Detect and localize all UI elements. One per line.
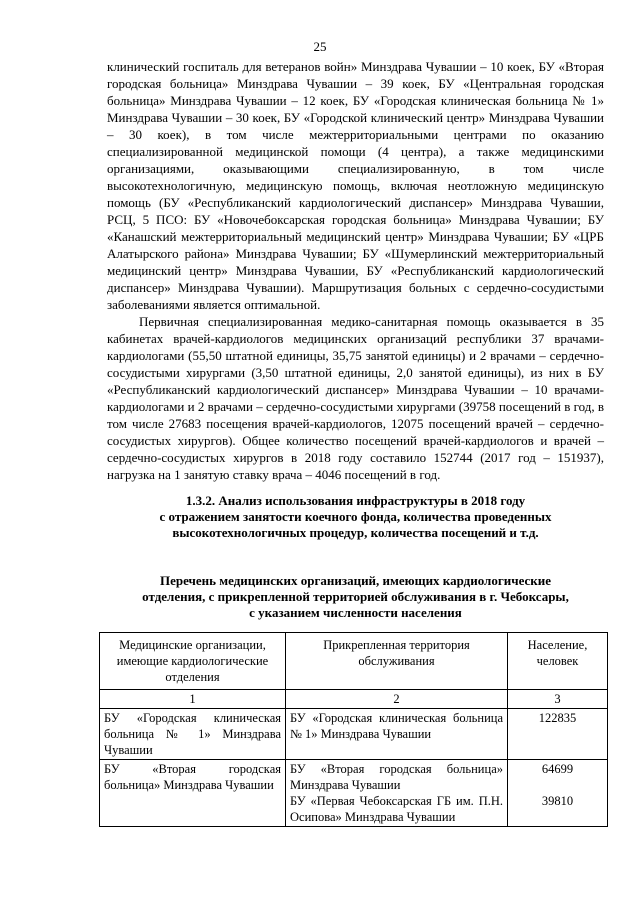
organization-cell: БУ «Вторая городская больница» Минздрава Чувашии xyxy=(100,760,286,827)
population-cell: 122835 xyxy=(508,709,608,760)
table-header-row xyxy=(100,633,608,690)
header-territory: Прикрепленная территория обслуживания xyxy=(286,633,508,690)
table-caption-line: Перечень медицинских организаций, имеющих кардиологические xyxy=(159,573,552,588)
table-row xyxy=(100,709,608,760)
organizations-table xyxy=(99,632,608,827)
paragraph-primary-care: Первичная специализированная медико-санитарная помощь оказывается в 35 кабинетах врачей-кардиологов медицинских организаций республики 37 врачами-кардиологами (55,50 штатной единицы, 35,75 занятой единицы) и 2 врачами – сердечно-сосудистыми хирургами (3,50 штатной единицы, 2,0 занятой единицы), из них в БУ «Республиканский кардиологический диспансер» Минздрава Чувашии – 10 врачами-кардиологами и 2 врачами – сердечно-сосудистыми хирургами (39758 посещений в год, в том числе 27683 посещения врачей-кардиологов, 12075 посещений врачей – сердечно-сосудистых хирургов). Общее количество посещений врачей-кардиологов и врачей – сердечно-сосудистых хирургов в 2018 году составило 152744 (2017 год – 151937), нагрузка на 1 занятую ставку врача – 4046 посещений в год. xyxy=(107,314,605,482)
header-organizations: Медицинские организации, имеющие кардиологические отделения xyxy=(100,633,286,690)
page-number: 25 xyxy=(313,39,327,54)
table-caption-line: отделения, с прикрепленной территорией обслуживания в г. Чебоксары, xyxy=(142,589,569,604)
column-number: 3 xyxy=(508,690,608,709)
section-heading xyxy=(107,493,604,541)
table-number-row xyxy=(100,690,608,709)
section-heading-line: 1.3.2. Анализ использования инфраструктуры в 2018 году xyxy=(185,493,526,508)
table-caption-line: с указанием численности населения xyxy=(249,605,462,620)
body-text xyxy=(107,58,604,483)
population-value: 64699 xyxy=(541,762,574,776)
territory-cell xyxy=(286,760,508,827)
territory-cell: БУ «Городская клиническая больница № 1» Минздрава Чувашии xyxy=(286,709,508,760)
population-value: 39810 xyxy=(541,794,574,808)
column-number: 2 xyxy=(286,690,508,709)
organization-cell: БУ «Городская клиническая больница № 1» Минздрава Чувашии xyxy=(100,709,286,760)
table-row xyxy=(100,760,608,827)
population-cell xyxy=(508,760,608,827)
section-heading-line: с отражением занятости коечного фонда, количества проведенных xyxy=(159,509,552,524)
header-population: Население, человек xyxy=(508,633,608,690)
territory-item: БУ «Первая Чебоксарская ГБ им. П.Н. Осипова» Минздрава Чувашии xyxy=(290,794,503,824)
paragraph-routing: клинический госпиталь для ветеранов войн» Минздрава Чувашии – 10 коек, БУ «Вторая городская больница» Минздрава Чувашии – 39 коек, БУ «Центральная городская больница» Минздрава Чувашии – 12 коек, БУ «Городская клиническая больница № 1» Минздрава Чувашии – 30 коек, БУ «Городской клинический центр» Минздрава Чувашии – 30 коек), в том числе межтерриториальными центрами по оказанию специализированной медицинской помощи (4 центра), а также медицинскими организациями, оказывающими специализированную, в том числе высокотехнологичную, медицинскую помощь, включая неотложную медицинскую помощь (БУ «Республиканский кардиологический диспансер» Минздрава Чувашии, РСЦ, 5 ПСО: БУ «Новочебоксарская городская больница» Минздрава Чувашии; БУ «Канашский межтерриториальный медицинский центр» Минздрава Чувашии; БУ «ЦРБ Алатырского района» Минздрава Чувашии; БУ «Шумерлинский межтерриториальный медицинский центр» Минздрава Чувашии, БУ «Республиканский кардиологический диспансер» Минздрава Чувашии). Маршрутизация больных с сердечно-сосудистыми заболеваниями является оптимальной. xyxy=(107,59,604,312)
column-number: 1 xyxy=(100,690,286,709)
section-heading-line: высокотехнологичных процедур, количества посещений и т.д. xyxy=(172,525,539,540)
table-caption xyxy=(107,573,604,621)
territory-item: БУ «Вторая городская больница» Минздрава Чувашии xyxy=(290,762,503,792)
